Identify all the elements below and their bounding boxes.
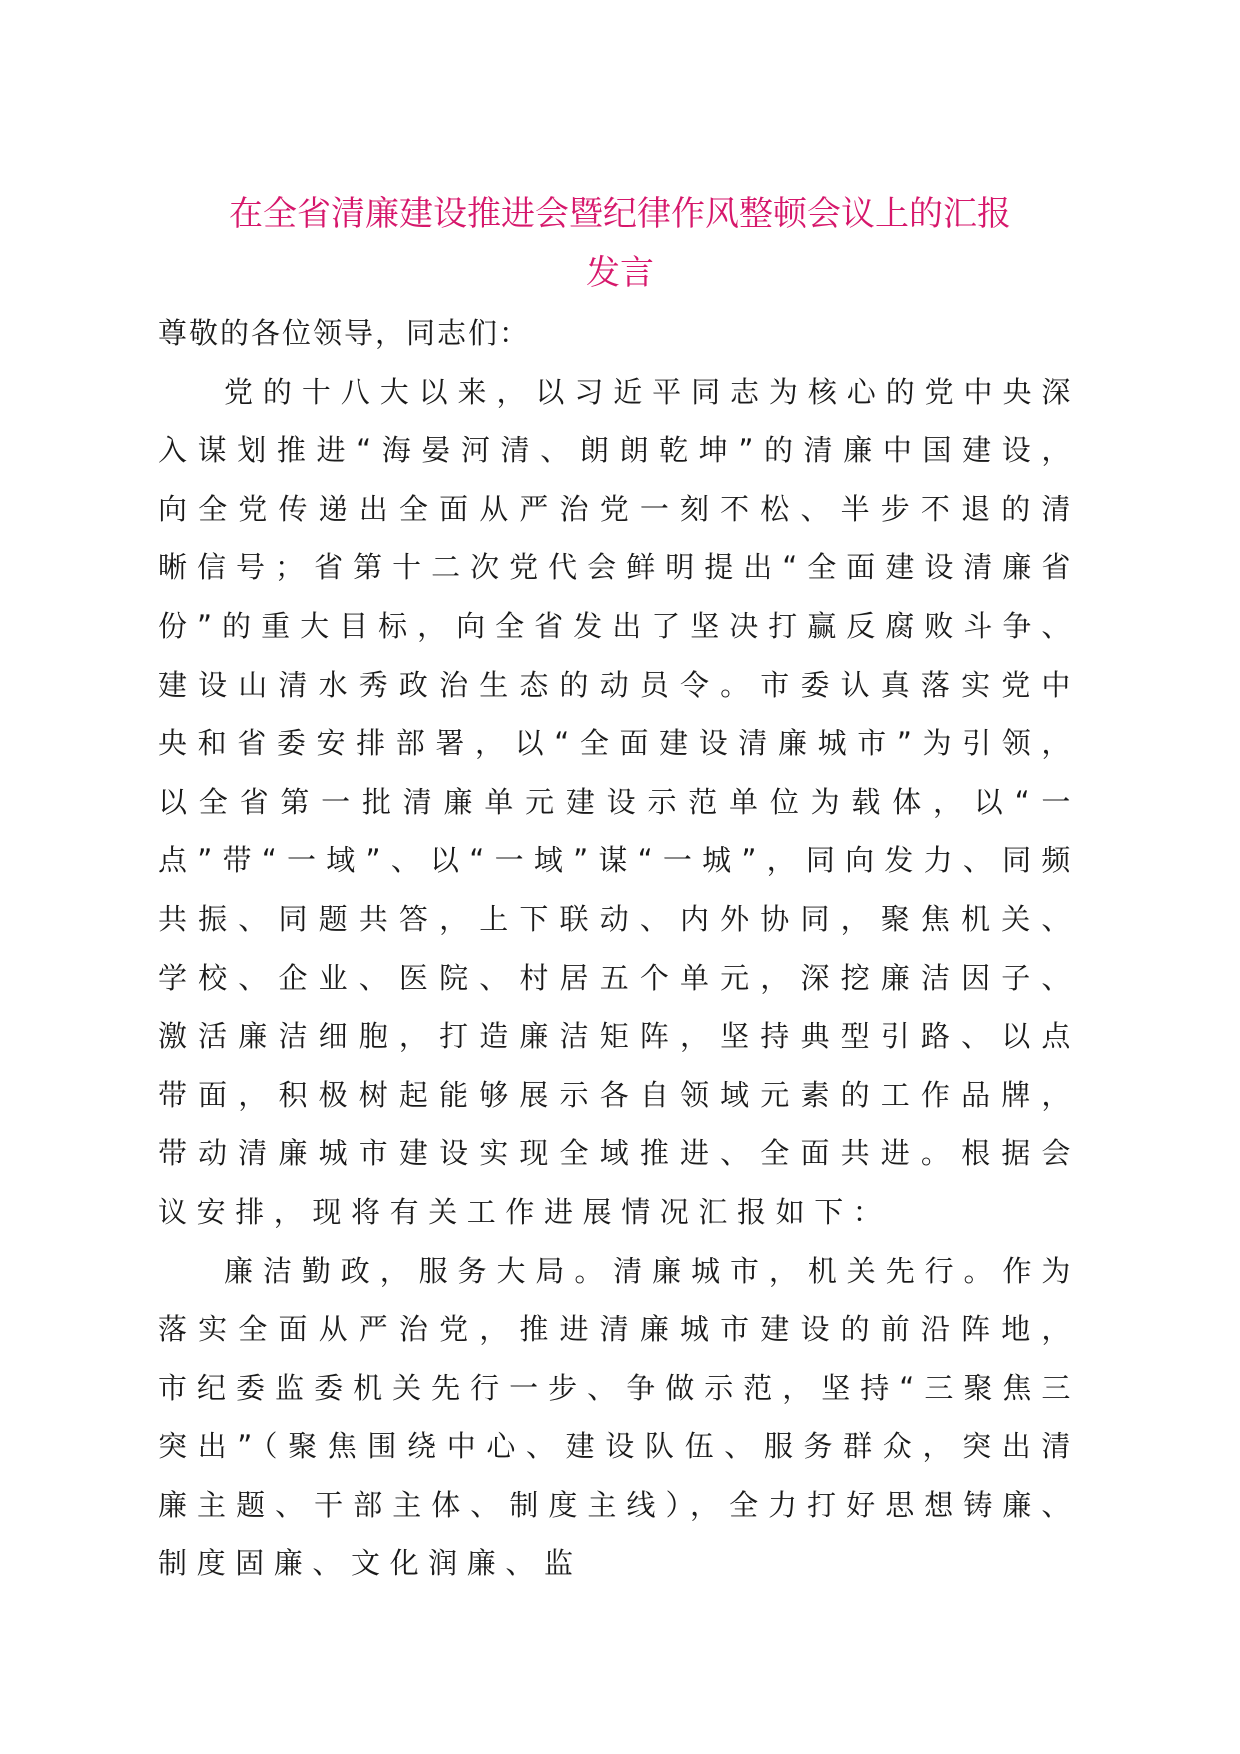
document-body xyxy=(158,304,1080,1593)
document-title-line-2: 发言 xyxy=(586,253,654,293)
document-title-line-1: 在全省清廉建设推进会暨纪律作风整顿会议上的汇报 xyxy=(229,194,1011,234)
paragraph-1: 党的十八大以来，以习近平同志为核心的党中央深入谋划推进“海晏河清、朗朗乾坤”的清廉中国建设，向全党传递出全面从严治党一刻不松、半步不退的清晰信号；省第十二次党代会鲜明提出“全面建设清廉省份”的重大目标，向全省发出了坚决打赢反腐败斗争、建设山清水秀政治生态的动员令。市委认真落实党中央和省委安排部署，以“全面建设清廉城市”为引领，以全省第一批清廉单元建设示范单位为载体，以“一点”带“一域”、以“一域”谋“一城”，同向发力、同频共振、同题共答，上下联动、内外协同，聚焦机关、学校、企业、医院、村居五个单元，深挖廉洁因子、激活廉洁细胞，打造廉洁矩阵，坚持典型引路、以点带面，积极树起能够展示各自领域元素的工作品牌，带动清廉城市建设实现全域推进、全面共进。根据会议安排，现将有关工作进展情况汇报如下： xyxy=(158,374,1080,1229)
salutation: 尊敬的各位领导，同志们： xyxy=(158,316,531,350)
paragraph-2: 廉洁勤政，服务大局。清廉城市，机关先行。作为落实全面从严治党，推进清廉城市建设的前沿阵地，市纪委监委机关先行一步、争做示范，坚持“三聚焦三突出”（聚焦围绕中心、建设队伍、服务群众，突出清廉主题、干部主体、制度主线），全力打好思想铸廉、制度固廉、文化润廉、监 xyxy=(158,1253,1080,1581)
